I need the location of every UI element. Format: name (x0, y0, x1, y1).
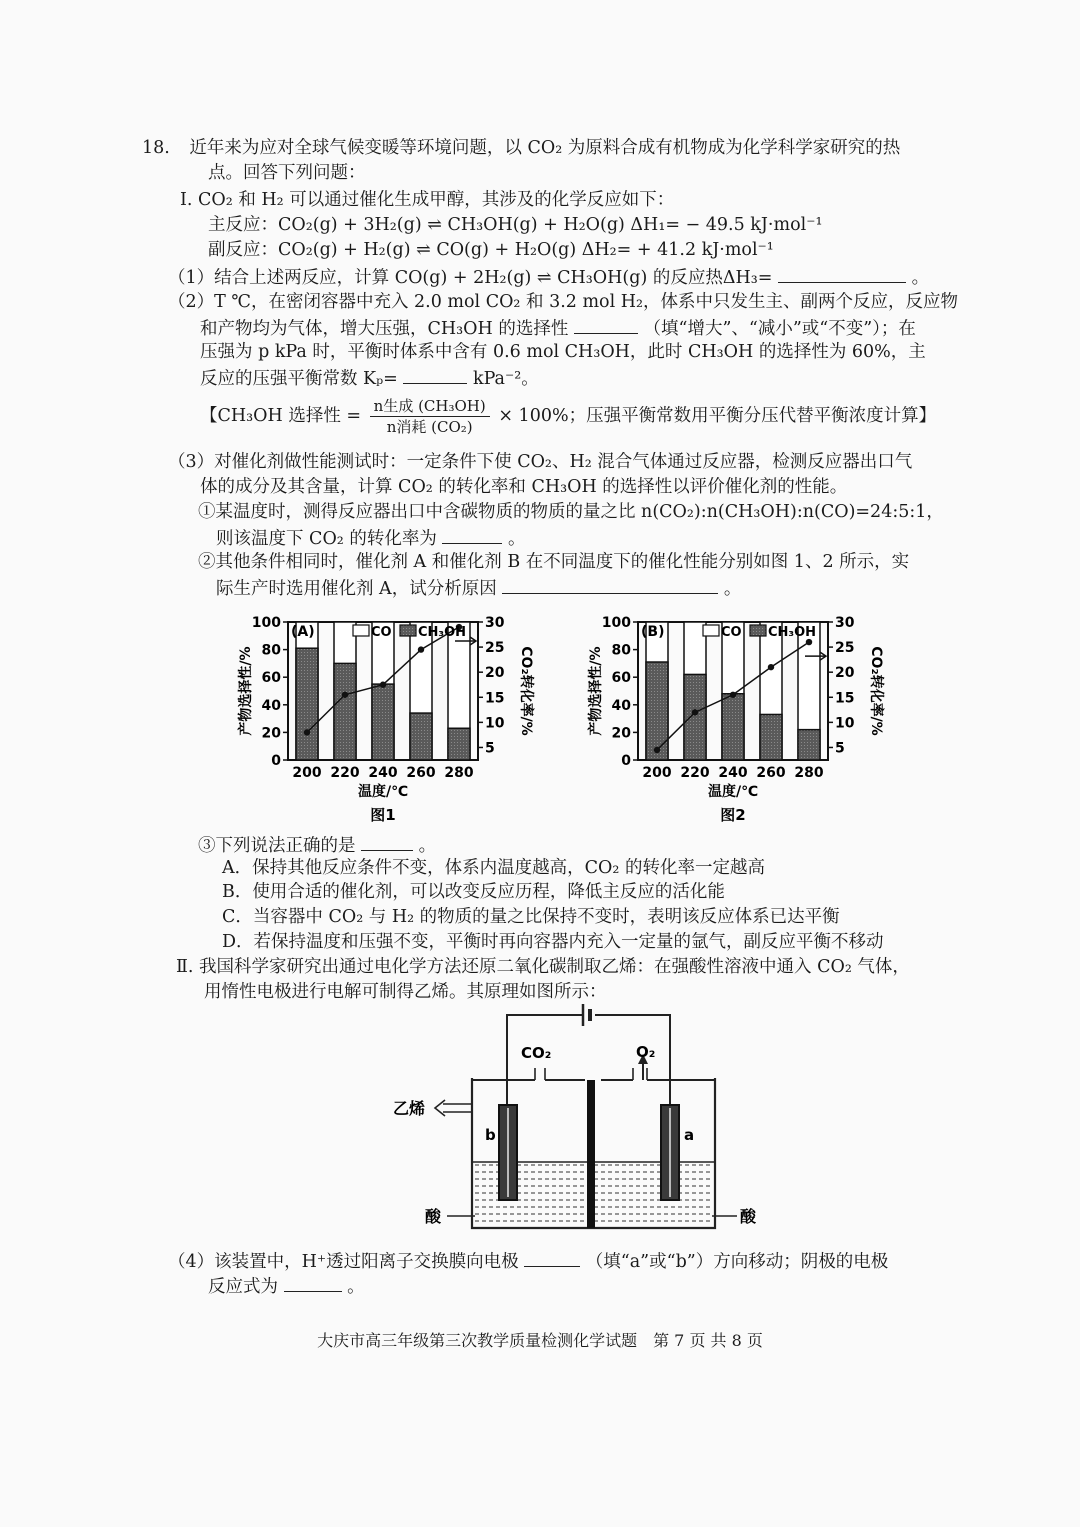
q3-conversion-blank[interactable] (442, 525, 502, 544)
q4-end: 。 (347, 1277, 365, 1297)
legend-ch3oh-label: CH₃OH (418, 625, 467, 640)
part1-heading: Ⅰ. CO₂ 和 H₂ 可以通过催化生成甲醇，其涉及的化学反应如下： (180, 190, 675, 210)
y-axis-left-title: 产物选择性/% (238, 646, 254, 736)
y-axis-right-title: CO₂转化率/% (868, 646, 884, 736)
right-tick-label: 25 (835, 640, 855, 657)
legend-ch3oh-label: CH₃OH (768, 625, 817, 640)
q3-line-2: 体的成分及其含量，计算 CO₂ 的转化率和 CH₃OH 的选择性以评价催化剂的性能。 (200, 477, 848, 497)
main-reaction: 主反应：CO₂(g) + 3H₂(g) ⇌ CH₃OH(g) + H₂O(g) ΔH₁= − 49.5 kJ·mol⁻¹ (208, 215, 823, 235)
q3-sub2-line-1: ②其他条件相同时，催化剂 A 和催化剂 B 在不同温度下的催化性能分别如图 1、2 所示，实 (198, 552, 910, 572)
q2-kp-unit: kPa⁻²。 (472, 369, 539, 389)
x-axis-title: 温度/℃ (357, 784, 409, 800)
q2-kp-blank[interactable] (403, 365, 467, 384)
legend-ch3oh-swatch (400, 625, 416, 636)
q4-line-2 (208, 1273, 365, 1299)
electrode-b-label: b (485, 1126, 496, 1144)
q3-sub1-line-2 (216, 525, 526, 551)
x-tick-label: 240 (718, 765, 748, 781)
ch3oh-bar (296, 648, 318, 760)
formula-suffix: × 100%；压强平衡常数用平衡分压代替平衡浓度计算】 (498, 406, 937, 426)
q4-equation-blank[interactable] (284, 1273, 342, 1292)
conversion-point (342, 692, 348, 698)
co2-label: CO₂ (521, 1044, 552, 1062)
right-tick-label: 20 (835, 665, 855, 682)
selectivity-formula (200, 393, 936, 439)
cation-exchange-membrane (587, 1080, 595, 1228)
option-b: B．使用合适的催化剂，可以改变反应历程，降低主反应的活化能 (222, 882, 725, 902)
question-number: 18. (142, 138, 170, 158)
left-tick-label: 20 (611, 725, 631, 742)
wire-right (595, 1015, 670, 1110)
conversion-point (418, 646, 424, 652)
x-tick-label: 220 (680, 765, 710, 781)
question-intro-line-1 (142, 136, 900, 160)
q4-direction-blank[interactable] (524, 1248, 580, 1267)
formula-denominator: n消耗 (CO₂) (386, 418, 473, 436)
conversion-point (730, 692, 736, 698)
left-tick-label: 60 (261, 670, 281, 687)
x-tick-label: 220 (330, 765, 360, 781)
q3-sub2-text: 际生产时选用催化剂 A，试分析原因 (216, 579, 497, 599)
electrode-a-label: a (684, 1126, 695, 1144)
right-tick-label: 10 (835, 715, 855, 732)
q2-line-1: （2）T ℃，在密闭容器中充入 2.0 mol CO₂ 和 3.2 mol H₂，体系中只发生主、副两个反应，反应物 (168, 292, 959, 312)
q3-sub1-line-1: ①某温度时，测得反应器出口中含碳物质的物质的量之比 n(CO₂):n(CH₃OH):n(CO)=24:5:1， (198, 502, 944, 522)
q3-sub3-line (198, 832, 436, 858)
ch3oh-bar (760, 714, 782, 760)
formula-numerator: n生成 (CH₃OH) (370, 396, 490, 417)
q2-line-2 (200, 315, 916, 341)
option-d: D．若保持温度和压强不变，平衡时再向容器内充入一定量的氩气，副反应平衡不移动 (222, 932, 884, 952)
right-tick-label: 15 (485, 690, 505, 707)
left-tick-label: 100 (601, 615, 631, 631)
acid-left-label: 酸 (425, 1207, 442, 1226)
right-tick-label: 5 (835, 740, 845, 757)
conversion-point (768, 664, 774, 670)
ch3oh-bar (684, 674, 706, 760)
o2-label: O₂ (636, 1043, 656, 1061)
x-tick-label: 280 (794, 765, 824, 781)
x-tick-label: 260 (756, 765, 786, 781)
side-reaction: 副反应：CO₂(g) + H₂(g) ⇌ CO(g) + H₂O(g) ΔH₂= + 41.2 kJ·mol⁻¹ (208, 240, 774, 260)
y-axis-left-title: 产物选择性/% (588, 646, 604, 736)
ch3oh-bar (798, 730, 820, 760)
part2-line-1: Ⅱ. 我国科学家研究出通过电化学方法还原二氧化碳制取乙烯：在强酸性溶液中通入 CO₂ 气体， (176, 957, 910, 977)
q3-line-1: （3）对催化剂做性能测试时：一定条件下使 CO₂、H₂ 混合气体通过反应器，检测反应器出口气 (168, 452, 913, 472)
x-tick-label: 200 (292, 765, 322, 781)
formula-prefix: 【CH₃OH 选择性 = (200, 406, 362, 426)
legend-co-swatch (353, 625, 369, 636)
right-tick-label: 30 (835, 615, 855, 631)
q2-text-b: （填“增大”、“减小”或“不变”）；在 (643, 319, 916, 339)
page-footer: 大庆市高三年级第三次教学质量检测化学试题 第 7 页 共 8 页 (317, 1331, 763, 1350)
left-tick-label: 40 (611, 697, 631, 714)
chart-figure-2 (582, 598, 887, 830)
q3-sub3-text: ③下列说法正确的是 (198, 836, 356, 856)
right-tick-label: 15 (835, 690, 855, 707)
right-tick-label: 20 (485, 665, 505, 682)
q2-line-4 (200, 365, 539, 391)
ch3oh-bar (410, 713, 432, 760)
left-tick-label: 20 (261, 725, 281, 742)
chart-figure-1 (232, 598, 537, 830)
left-tick-label: 0 (271, 753, 281, 769)
q4-text-c: 反应式为 (208, 1277, 278, 1297)
acid-right-label: 酸 (740, 1207, 757, 1226)
part2-line-2: 用惰性电极进行电解可制得乙烯。其原理如图所示： (204, 982, 607, 1002)
legend-co-swatch (703, 625, 719, 636)
conversion-point (654, 747, 660, 753)
x-tick-label: 260 (406, 765, 436, 781)
left-tick-label: 100 (251, 615, 281, 631)
x-tick-label: 200 (642, 765, 672, 781)
x-tick-label: 240 (368, 765, 398, 781)
question-intro-line-2: 点。回答下列问题： (208, 163, 366, 183)
panel-label: (A) (291, 624, 315, 640)
panel-label: (B) (641, 624, 665, 640)
q3-sub1-end: 。 (508, 529, 526, 549)
x-axis-title: 温度/℃ (707, 784, 759, 800)
conversion-point (304, 729, 310, 735)
q4-line-1 (168, 1248, 888, 1274)
q1-line (168, 264, 929, 290)
q2-text-a: 和产物均为气体，增大压强，CH₃OH 的选择性 (200, 319, 569, 339)
left-tick-label: 80 (611, 642, 631, 659)
q3-sub3-end: 。 (418, 836, 437, 856)
legend-ch3oh-swatch (750, 625, 766, 636)
left-tick-label: 60 (611, 670, 631, 687)
ch3oh-bar (372, 684, 394, 760)
ch3oh-bar (646, 662, 668, 760)
q1-end: 。 (911, 268, 930, 288)
q2-line-3: 压强为 p kPa 时，平衡时体系中含有 0.6 mol CH₃OH，此时 CH₃OH 的选择性为 60%，主 (200, 342, 926, 362)
q4-text-a: （4）该装置中，H⁺透过阳离子交换膜向电极 (168, 1252, 519, 1272)
left-tick-label: 40 (261, 697, 281, 714)
figure-caption: 图1 (370, 806, 396, 824)
y-axis-right-title: CO₂转化率/% (518, 646, 534, 736)
q3-choice-blank[interactable] (361, 832, 413, 851)
right-tick-label: 5 (485, 740, 495, 757)
conversion-point (692, 709, 698, 715)
question-intro-text: 近年来为应对全球气候变暖等环境问题，以 CO₂ 为原料合成有机物成为化学科学家研究的热 (189, 138, 901, 158)
ch3oh-bar (334, 663, 356, 760)
x-tick-label: 280 (444, 765, 474, 781)
q3-sub2-end: 。 (723, 579, 742, 599)
q1-answer-blank[interactable] (778, 264, 906, 283)
q1-text: （1）结合上述两反应，计算 CO(g) + 2H₂(g) ⇌ CH₃OH(g) 的反应热ΔH₃= (168, 268, 773, 288)
q2-kp-text: 反应的压强平衡常数 Kₚ= (200, 369, 398, 389)
electrolysis-diagram (385, 1000, 775, 1235)
figure-caption: 图2 (720, 806, 746, 824)
ch3oh-bar (722, 694, 744, 760)
q4-text-b: （填“a”或“b”）方向移动；阴极的电极 (585, 1252, 889, 1272)
legend-co-label: CO (721, 625, 742, 640)
right-tick-label: 30 (485, 615, 505, 631)
q3-reason-blank[interactable] (502, 575, 718, 594)
ch3oh-bar (448, 728, 470, 760)
left-tick-label: 0 (621, 753, 631, 769)
conversion-point (380, 682, 386, 688)
q3-sub1-text: 则该温度下 CO₂ 的转化率为 (216, 529, 437, 549)
right-tick-label: 25 (485, 640, 505, 657)
left-tick-label: 80 (261, 642, 281, 659)
q2-selectivity-blank[interactable] (574, 315, 638, 334)
option-a: A．保持其他反应条件不变，体系内温度越高，CO₂ 的转化率一定越高 (222, 858, 765, 878)
ethylene-label: 乙烯 (393, 1099, 426, 1118)
option-c: C．当容器中 CO₂ 与 H₂ 的物质的量之比保持不变时，表明该反应体系已达平衡 (222, 907, 840, 927)
formula-fraction (370, 396, 490, 437)
legend-co-label: CO (371, 625, 392, 640)
right-tick-label: 10 (485, 715, 505, 732)
